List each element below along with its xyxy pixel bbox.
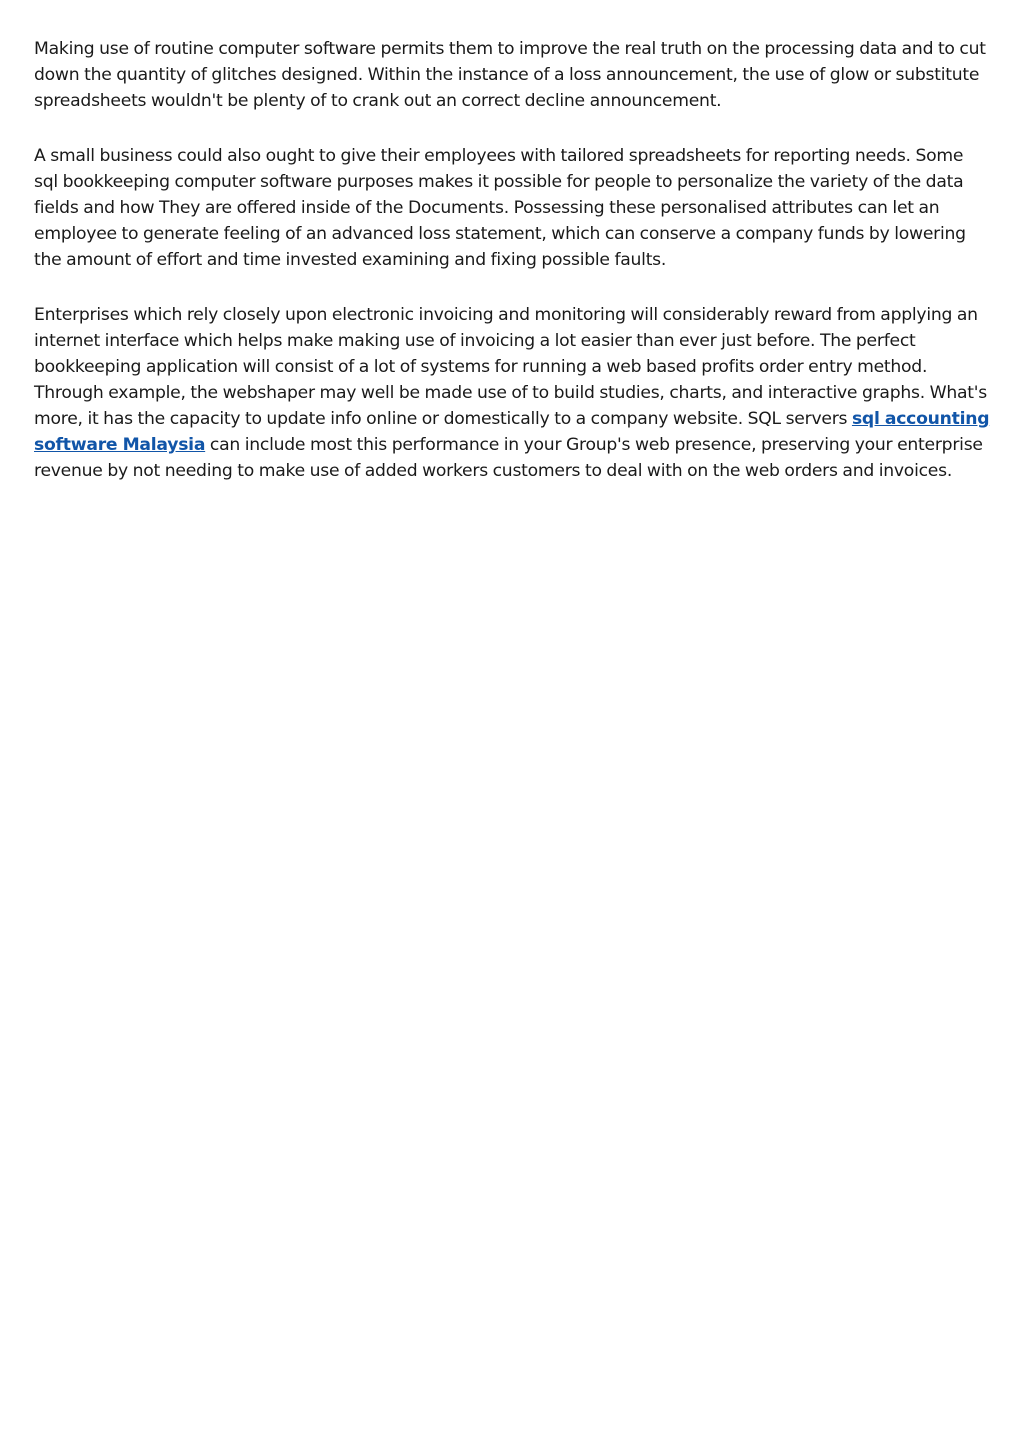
sql-accounting-software-link[interactable]: sql accounting software Malaysia: [34, 409, 990, 455]
paragraph-3-text-after: can include most this performance in your Group's web presence, preserving your enterprise revenue by not needing to make use of added workers customers to deal with on the web orders and invoices.: [34, 435, 983, 481]
paragraph-3-text-before: Enterprises which rely closely upon electronic invoicing and monitoring will considerably reward from applying an internet interface which helps make making use of invoicing a lot easier than ever just before. The perfect bookkeeping application will consist of a lot of systems for running a web based profits order entry method. Through example, the webshaper may well be made use of to build studies, charts, and interactive graphs. What's more, it has the capacity to update info online or domestically to a company website. SQL servers: [34, 305, 987, 429]
paragraph-1: Making use of routine computer software permits them to improve the real truth on the processing data and to cut down the quantity of glitches designed. Within the instance of a loss announcement, the use of glow or substitute spreadsheets wouldn't be plenty of to crank out an correct decline announcement.: [34, 39, 986, 111]
document-body: [34, 36, 990, 513]
paragraph-3: [34, 302, 990, 484]
paragraph-2: A small business could also ought to give their employees with tailored spreadsheets for reporting needs. Some sql bookkeeping computer software purposes makes it possible for people to personalize the variety of the data fields and how They are offered inside of the Documents. Possessing these personalised attributes can let an employee to generate feeling of an advanced loss statement, which can conserve a company funds by lowering the amount of effort and time invested examining and fixing possible faults.: [34, 146, 966, 270]
